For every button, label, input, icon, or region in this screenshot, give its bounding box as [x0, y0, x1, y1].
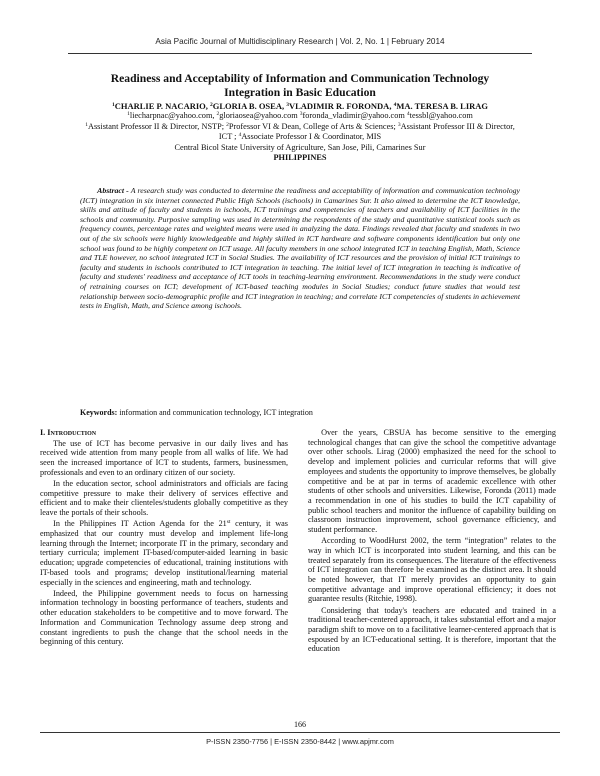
- author-mark-1: 1: [111, 102, 115, 108]
- affil-3-cont: ICT ;: [218, 132, 239, 142]
- left-column: [40, 428, 288, 647]
- keywords-label: Keywords:: [80, 408, 118, 417]
- author-mark-4: 4: [393, 102, 397, 108]
- right-paragraph-2: According to WoodHurst 2002, the term “integration” relates to the way in which ICT is incorporated into student learning, and this can be treated separately from its consequences. The literature of the effectiveness of ICT integration can therefore be examined as the distinct area. It should be noted however, that IT merely provides an opportunity to gain competitive advantage and improve operational efficiency; it does not guarantee results (Ritchie, 1998).: [308, 536, 556, 604]
- section-heading-introduction: I. Introduction: [40, 428, 97, 437]
- running-head: Asia Pacific Journal of Multidisciplinary Research | Vol. 2, No. 1 | February 2014: [155, 37, 445, 46]
- affil-2: Professor VI & Dean, College of Arts & Sciences;: [228, 121, 398, 131]
- right-column: [308, 428, 556, 654]
- email-2: gloriaosea@yahoo.com: [219, 111, 300, 121]
- abstract: [80, 186, 520, 311]
- affiliation-line-1: [40, 122, 560, 132]
- abstract-text: A research study was conducted to determine the readiness and acceptability of information and communication technology (ICT) integration in six internet connected Public High Schools (ischools) in Camarines Sur. It also aimed to determine the ICT knowledge, skills and attitude of faculty and students in ischools, ICT trainings and competencies of teachers and availability of ICT facilities in the schools and community. Purposive sampling was used in determining the respondents of the study and quantitative statistical tools such as frequency counts, percentage rates and weighted means were used in analyzing the data. Findings revealed that faculty and students in two out of the six schools were highly knowledgeable and highly skilled in ICT hardware and software components identification but only one school was found to be highly competent on ICT usage. All faculty members in one school integrated ICT in teaching English, Math, Science and TLE however, no school integrated ICT in Social Studies. The availability of ICT resources and the provision of initial ICT trainings to faculty and students in ischools contributed to ICT integration in teaching. The initial level of ICT integration in teaching is indicative of faculty and students' readiness and acceptance of ICT tools in teaching-learning environment. Recommendations in the study were conduct of retraining courses on ICT; development of ICT-based teaching modules in Social Studies; conduct future studies that would test relationship between socio-demographic profile and ICT integration in teaching; and correlate ICT competencies of students in achievement tests in English, Math, and Science among ischools.: [80, 186, 520, 311]
- affil-4: Associate Professor I & Coordinator, MIS: [241, 132, 382, 142]
- front-matter: [40, 101, 560, 163]
- footer-divider: [40, 732, 560, 733]
- author-list: [40, 101, 560, 111]
- email-mark-1: 1: [127, 111, 130, 118]
- email-mark-4: 4: [406, 111, 410, 118]
- affil-1: Assistant Professor II & Director, NSTP;: [87, 121, 227, 131]
- left-paragraph-3-end: century, it was emphasized that our country must develop and implement life-long learning through the Internet; incorporate IT in the primary, secondary and tertiary curricula; implement IT-based/computer-aided learning in basic education; upgrade competencies of educational, training institutions with IT-based tools and programs; develop institutional/learning material especially in the sciences and engineering, math and technology.: [40, 519, 288, 587]
- author-2: GLORIA B. OSEA,: [212, 101, 287, 111]
- left-paragraph-3-start: In the Philippines IT Action Agenda for the 21: [53, 519, 227, 529]
- author-1: CHARLIE P. NACARIO,: [114, 101, 211, 111]
- email-mark-2: 2: [216, 111, 220, 118]
- author-4: MA. TERESA B. LIRAG: [396, 101, 489, 111]
- country: PHILIPPINES: [273, 153, 327, 163]
- header-divider: [68, 53, 532, 54]
- keywords-text: information and communication technology, ICT integration: [117, 408, 313, 417]
- email-1: liecharpnac@yahoo.com,: [129, 111, 217, 121]
- email-3: foronda_vladimir@yahoo.com: [302, 111, 407, 121]
- left-paragraph-4: Indeed, the Philippine government needs to focus on harnessing information technology in boosting performance of teachers, students and other education stakeholders to be competitive and to move forward. The Information and Communication Technology assume deep strong and constant ingredients to push the change that the school needs in the beginning of this century.: [40, 588, 288, 647]
- affil-mark-4: 4: [238, 132, 242, 139]
- footer-issn: P-ISSN 2350-7756 | E-ISSN 2350-8442 | www.apjmr.com: [206, 737, 394, 746]
- affil-mark-1: 1: [85, 121, 88, 128]
- left-paragraph-1: The use of ICT has become pervasive in our daily lives and has received wide attention from many people from all walks of life. We had seen the increased importance of ICT to students, farmers, businessmen, professionals and even to an ordinary citizen of our society.: [40, 438, 288, 477]
- paper-title: [50, 72, 550, 100]
- abstract-label: Abstract -: [97, 186, 129, 195]
- left-paragraph-3: [40, 519, 288, 587]
- left-paragraph-2: In the education sector, school administrators and officials are facing competitive pressure to make their delivery of services effective and efficient and to make their clienteles/students globally competitive as they leave the portals of their schools.: [40, 479, 288, 518]
- affiliation-line-2: [40, 132, 560, 142]
- email-mark-3: 3: [299, 111, 303, 118]
- author-emails: [40, 111, 560, 121]
- author-3: VLADIMIR R. FORONDA,: [288, 101, 394, 111]
- affil-3: Assistant Professor III & Director,: [400, 121, 515, 131]
- author-mark-3: 3: [286, 102, 289, 108]
- author-mark-2: 2: [210, 102, 213, 108]
- keywords: [80, 408, 520, 418]
- right-paragraph-1: Over the years, CBSUA has become sensitive to the emerging technological changes that can give the school the competitive advantage over other schools. Lirag (2000) emphasized the need for the school to develop and implement policies and curricular reforms that will give employees and students the opportunity to improve themselves, be globally competitive and be at par in terms of academic excellence with other students of other schools and universities. Likewise, Foronda (2011) made a recommendation in one of his studies to build the ICT capability of public school teachers and monitor the influence of capability building on classroom instruction improvement, school governance efficiency, and student performance.: [308, 428, 556, 535]
- ordinal-superscript: st: [226, 519, 231, 526]
- title-line-1: Readiness and Acceptability of Information and Communication Technology: [110, 72, 490, 85]
- title-line-2: Integration in Basic Education: [224, 86, 376, 99]
- affil-mark-2: 2: [226, 121, 229, 128]
- right-paragraph-3: Considering that today's teachers are educated and trained in a traditional teacher-centered approach, it takes substantial effort and a major paradigm shift to move on to a facilitative learner-centered approach that is espoused by an ICT-educational setting. It is therefore, important that the education: [308, 605, 556, 654]
- page-number: 166: [294, 720, 306, 729]
- institution: Central Bicol State University of Agriculture, San Jose, Pili, Camarines Sur: [174, 142, 426, 152]
- email-4: tessbl@yahoo.com: [409, 111, 473, 121]
- affil-mark-3: 3: [397, 121, 401, 128]
